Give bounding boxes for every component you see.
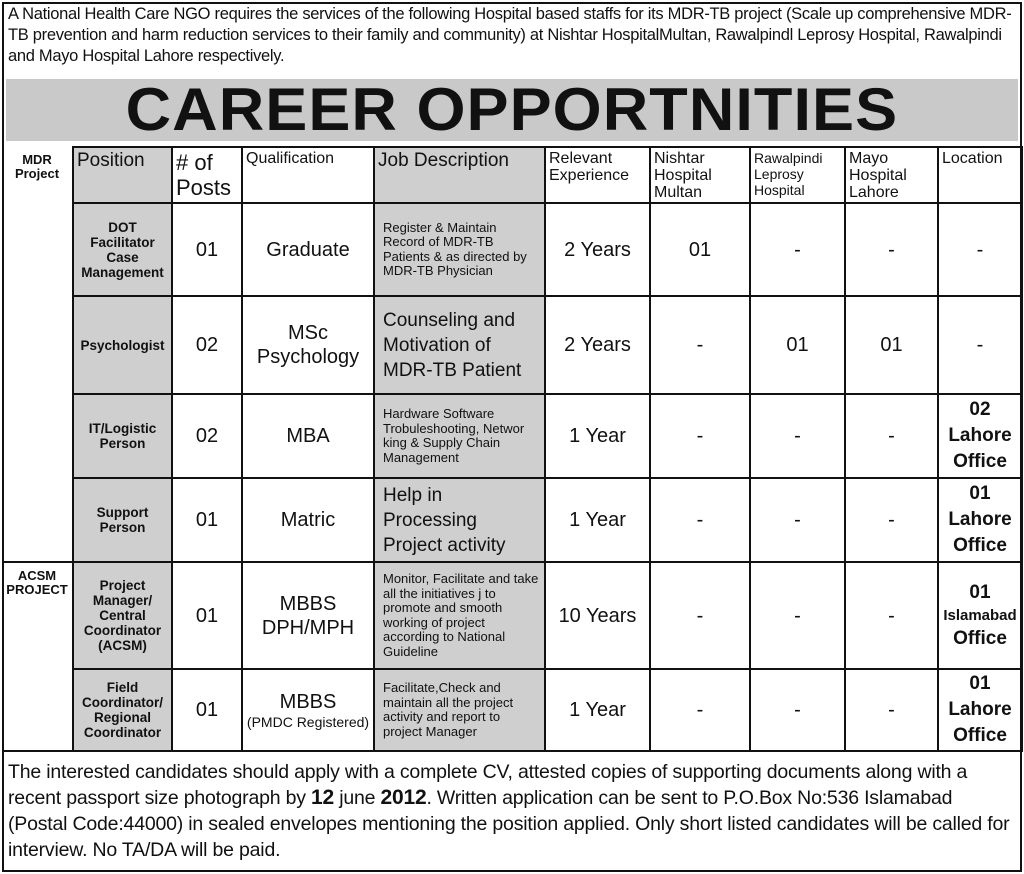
location-line: 01 [969,581,991,603]
location-cell [938,394,1022,478]
qualification-line: Psychology [256,346,360,368]
header-rawalpindi: Rawalpindi Leprosy Hospital [750,147,845,203]
project-label-acsm: ACSM PROJECT [2,562,73,751]
nishtar-posts-cell: - [650,669,750,751]
header-location: Location [938,147,1022,203]
header-nishtar: Nishtar Hospital Multan [650,147,750,203]
qualification-line: MBA [286,425,330,447]
job-description-cell: Help in Processing Project activity [374,478,545,562]
experience-cell: 1 Year [545,394,650,478]
footer-part1: The interested candidates should apply with a complete CV, attested copies of supporting documents along with a recent passport size photograph by [8,761,968,809]
location-line: - [976,238,984,261]
table-row [2,478,1022,562]
location-line: 01 [969,673,991,694]
qualification-cell [242,203,374,296]
rawalpindi-posts-cell: - [750,394,845,478]
posts-cell: 02 [172,394,242,478]
location-line: Office [953,725,1007,746]
deadline-year: 2012 [380,786,427,809]
experience-cell: 10 Years [545,562,650,669]
table-row [2,562,1022,669]
location-cell [938,562,1022,669]
location-cell [938,296,1022,394]
nishtar-posts-cell: - [650,478,750,562]
posts-cell: 01 [172,478,242,562]
jobs-table [2,146,1023,752]
posts-cell: 01 [172,562,242,669]
project-label-mdr: MDR Project [2,147,73,562]
location-line: Lahore [948,509,1012,530]
location-line: 02 [969,399,991,420]
posts-cell: 01 [172,669,242,751]
location-line: Office [953,627,1007,649]
location-line: 01 [969,483,991,504]
mayo-posts-cell: - [845,478,938,562]
header-qualification: Qualification [242,147,374,203]
qualification-cell [242,478,374,562]
table-row [2,669,1022,751]
position-cell: IT/Logistic Person [73,394,172,478]
title-band [6,76,1018,143]
header-mayo: Mayo Hospital Lahore [845,147,938,203]
table-row [2,203,1022,296]
mayo-posts-cell: - [845,394,938,478]
qualification-cell [242,669,374,751]
mayo-posts-cell: - [845,669,938,751]
qualification-line: Graduate [266,238,350,261]
location-line: Office [953,451,1007,472]
experience-cell: 1 Year [545,669,650,751]
nishtar-posts-cell: 01 [650,203,750,296]
table-row [2,394,1022,478]
qualification-line: MBBS [279,592,337,615]
posts-cell: 01 [172,203,242,296]
position-cell: Psychologist [73,296,172,394]
header-row [2,147,1022,203]
qualification-line: MSc [288,322,328,344]
posts-cell: 02 [172,296,242,394]
rawalpindi-posts-cell: - [750,203,845,296]
rawalpindi-posts-cell: 01 [750,296,845,394]
deadline-day: 12 [311,786,334,809]
experience-cell: 2 Years [545,203,650,296]
position-cell: DOT Facilitator Case Management [73,203,172,296]
location-line: Lahore [948,699,1012,720]
intro-text: A National Health Care NGO requires the services of the following Hospital based staffs for its MDR-TB project (Scale up comprehensive MDR-TB prevention and harm reduction services to their family and community) at Nishtar HospitalMultan, Rawalpindl Leprosy Hospital, Rawalpindi and Mayo Hospital Lahore respectively. [8,5,1012,65]
experience-cell: 2 Years [545,296,650,394]
qualification-cell [242,394,374,478]
deadline-month: june [334,787,381,809]
location-line: Lahore [948,425,1012,446]
nishtar-posts-cell: - [650,562,750,669]
job-description-cell: Register & Maintain Record of MDR-TB Patients & as directed by MDR-TB Physician [374,203,545,296]
mayo-posts-cell: - [845,562,938,669]
rawalpindi-posts-cell: - [750,478,845,562]
job-description-cell: Counseling and Motivation of MDR-TB Patient [374,296,545,394]
footer-part2: . Written application can be sent to P.O.Box No:536 Islamabad (Postal Code:44000) in sealed envelopes mentioning the position applied. Only short listed candidates will be called for interview. No TA/DA will be paid. [8,787,1010,861]
location-line: Islamabad [943,606,1017,624]
header-experience: Relevant Experience [545,147,650,203]
page-title: CAREER OPPORTNITIES [125,76,899,143]
footer-text [8,759,1016,863]
location-cell [938,478,1022,562]
qualification-line: MBBS [279,691,337,713]
rawalpindi-posts-cell: - [750,669,845,751]
qualification-line: Matric [280,509,336,531]
table-row [2,296,1022,394]
header-position: Position [73,147,172,203]
location-cell [938,203,1022,296]
nishtar-posts-cell: - [650,394,750,478]
location-cell [938,669,1022,751]
experience-cell: 1 Year [545,478,650,562]
location-line: - [976,334,984,356]
header-posts: # of Posts [172,147,242,203]
job-description-cell: Hardware Software Trobuleshooting, Networ king & Supply Chain Management [374,394,545,478]
nishtar-posts-cell: - [650,296,750,394]
position-cell: Support Person [73,478,172,562]
job-description-cell: Monitor, Facilitate and take all the initiatives j to promote and smooth working of project according to National Guideline [374,562,545,669]
rawalpindi-posts-cell: - [750,562,845,669]
job-description-cell: Facilitate,Check and maintain all the project activity and report to project Manager [374,669,545,751]
header-job-description: Job Description [374,147,545,203]
position-cell: Project Manager/ Central Coordinator (ACSM) [73,562,172,669]
mayo-posts-cell: - [845,203,938,296]
location-line: Office [953,535,1007,556]
qualification-cell [242,296,374,394]
qualification-line: DPH/MPH [261,616,355,639]
mayo-posts-cell: 01 [845,296,938,394]
position-cell: Field Coordinator/ Regional Coordinator [73,669,172,751]
qualification-line: (PMDC Registered) [246,714,370,730]
qualification-cell [242,562,374,669]
